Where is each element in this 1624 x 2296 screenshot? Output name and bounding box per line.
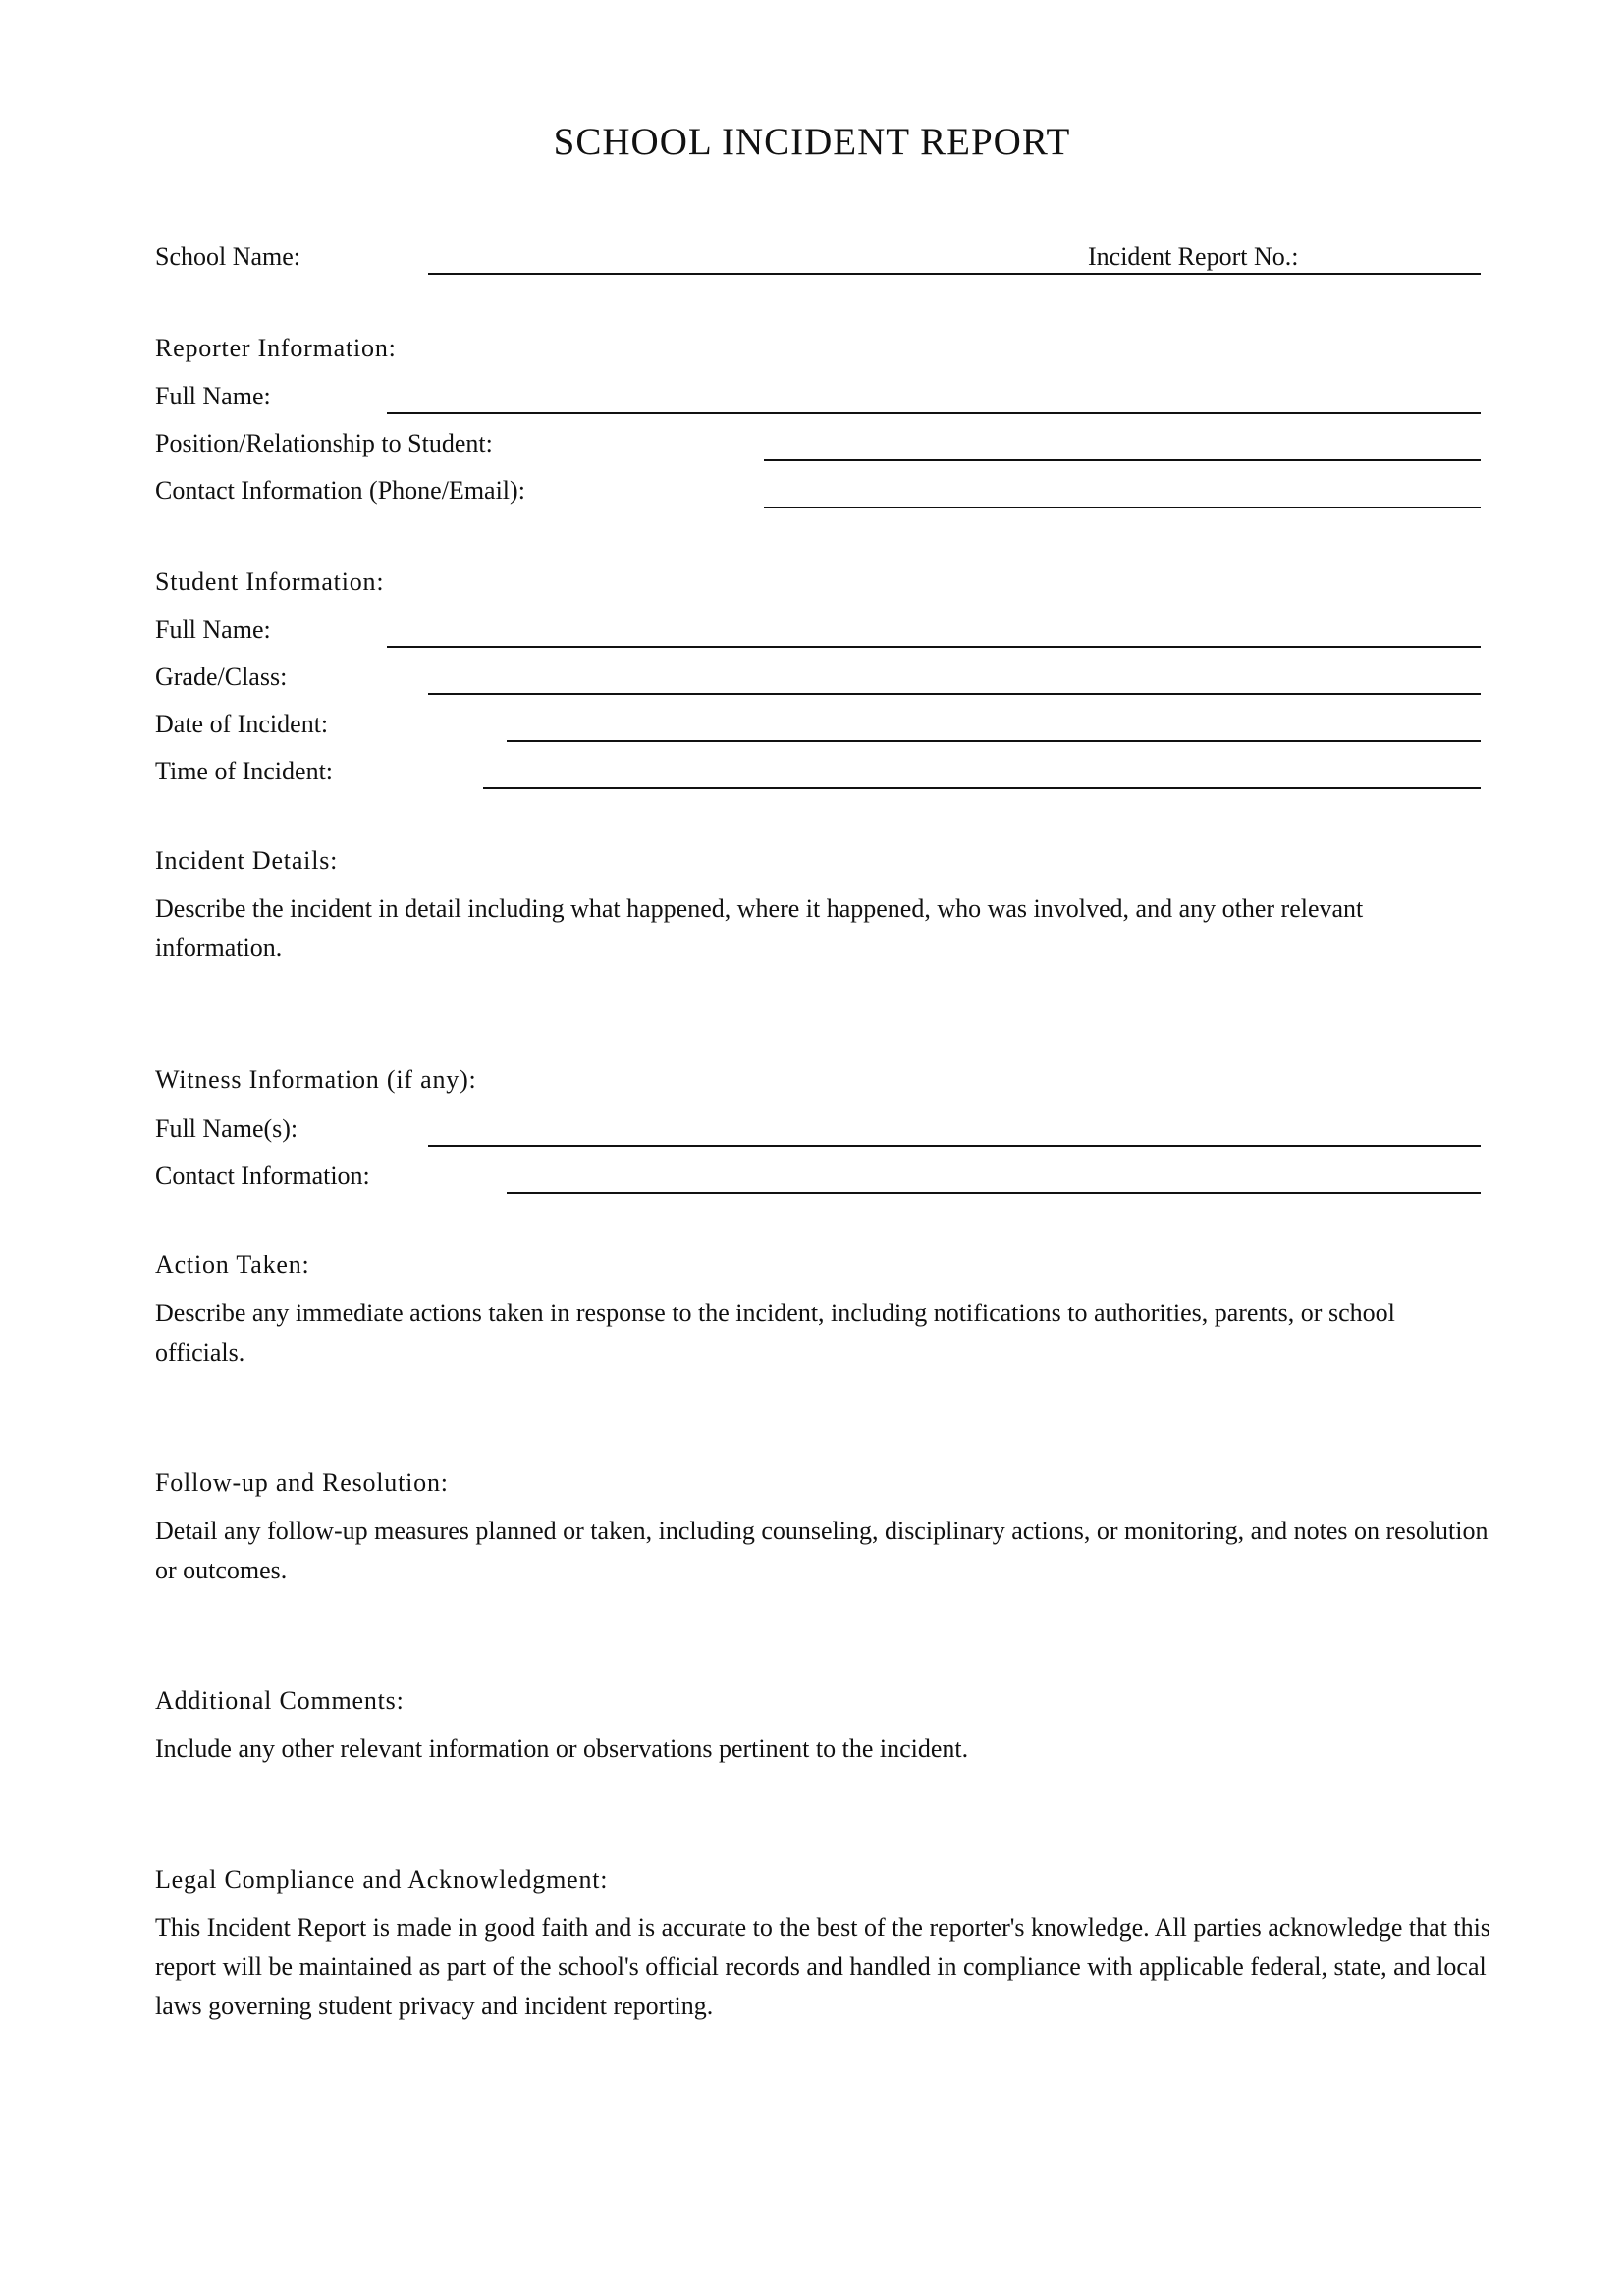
reporter-contact-field[interactable] (764, 507, 1481, 508)
student-date-field[interactable] (507, 740, 1481, 742)
legal-text: This Incident Report is made in good faith and is accurate to the best of the reporter's knowledge. All parties acknowledge that this report will be maintained as part of the school's official records and handled in compliance with applicable federal, state, and local laws governing student privacy and incident reporting. (155, 1913, 1490, 2020)
additional-comments-text: Include any other relevant information or observations pertinent to the incident. (155, 1735, 969, 1763)
reporter-contact-label: Contact Information (Phone/Email): (155, 476, 525, 505)
reporter-full-name-label: Full Name: (155, 382, 271, 410)
school-name-label: School Name: (155, 242, 301, 271)
reporter-heading: Reporter Information: (155, 334, 397, 362)
student-full-name-label: Full Name: (155, 615, 271, 644)
witness-names-field[interactable] (428, 1145, 1481, 1147)
reporter-position-row (155, 418, 1481, 465)
student-heading: Student Information: (155, 567, 385, 596)
witness-names-row (155, 1103, 1481, 1150)
reporter-position-field[interactable] (764, 459, 1481, 461)
action-taken-text: Describe any immediate actions taken in response to the incident, including notifications to authorities, parents, or school officials. (155, 1299, 1395, 1366)
report-no-field[interactable] (1096, 273, 1481, 275)
reporter-full-name-row (155, 371, 1481, 418)
reporter-position-label: Position/Relationship to Student: (155, 429, 493, 457)
student-time-field[interactable] (483, 787, 1481, 789)
student-grade-row (155, 652, 1481, 699)
witness-heading: Witness Information (if any): (155, 1065, 477, 1094)
student-grade-label: Grade/Class: (155, 663, 288, 691)
student-full-name-field[interactable] (387, 646, 1481, 648)
follow-up-text: Detail any follow-up measures planned or taken, including counseling, disciplinary actions, or monitoring, and notes on resolution or outcomes. (155, 1517, 1489, 1584)
follow-up-heading: Follow-up and Resolution: (155, 1468, 449, 1497)
witness-contact-row (155, 1150, 1481, 1198)
page-title: SCHOOL INCIDENT REPORT (553, 121, 1071, 163)
witness-names-label: Full Name(s): (155, 1114, 298, 1143)
witness-contact-field[interactable] (507, 1192, 1481, 1194)
witness-contact-label: Contact Information: (155, 1161, 370, 1190)
incident-details-text: Describe the incident in detail including what happened, where it happened, who was involved, and any other relevant information. (155, 894, 1364, 962)
report-no-label: Incident Report No.: (1088, 242, 1299, 271)
student-grade-field[interactable] (428, 693, 1481, 695)
student-full-name-row (155, 605, 1481, 652)
student-date-label: Date of Incident: (155, 710, 329, 738)
student-date-row (155, 699, 1481, 746)
action-taken-heading: Action Taken: (155, 1251, 310, 1279)
school-name-field[interactable] (428, 273, 1096, 275)
school-name-row (155, 232, 1481, 279)
additional-comments-heading: Additional Comments: (155, 1686, 405, 1715)
student-time-label: Time of Incident: (155, 757, 334, 785)
reporter-full-name-field[interactable] (387, 412, 1481, 414)
reporter-contact-row (155, 465, 1481, 512)
legal-heading: Legal Compliance and Acknowledgment: (155, 1865, 609, 1894)
student-time-row (155, 746, 1481, 793)
incident-details-heading: Incident Details: (155, 846, 339, 875)
